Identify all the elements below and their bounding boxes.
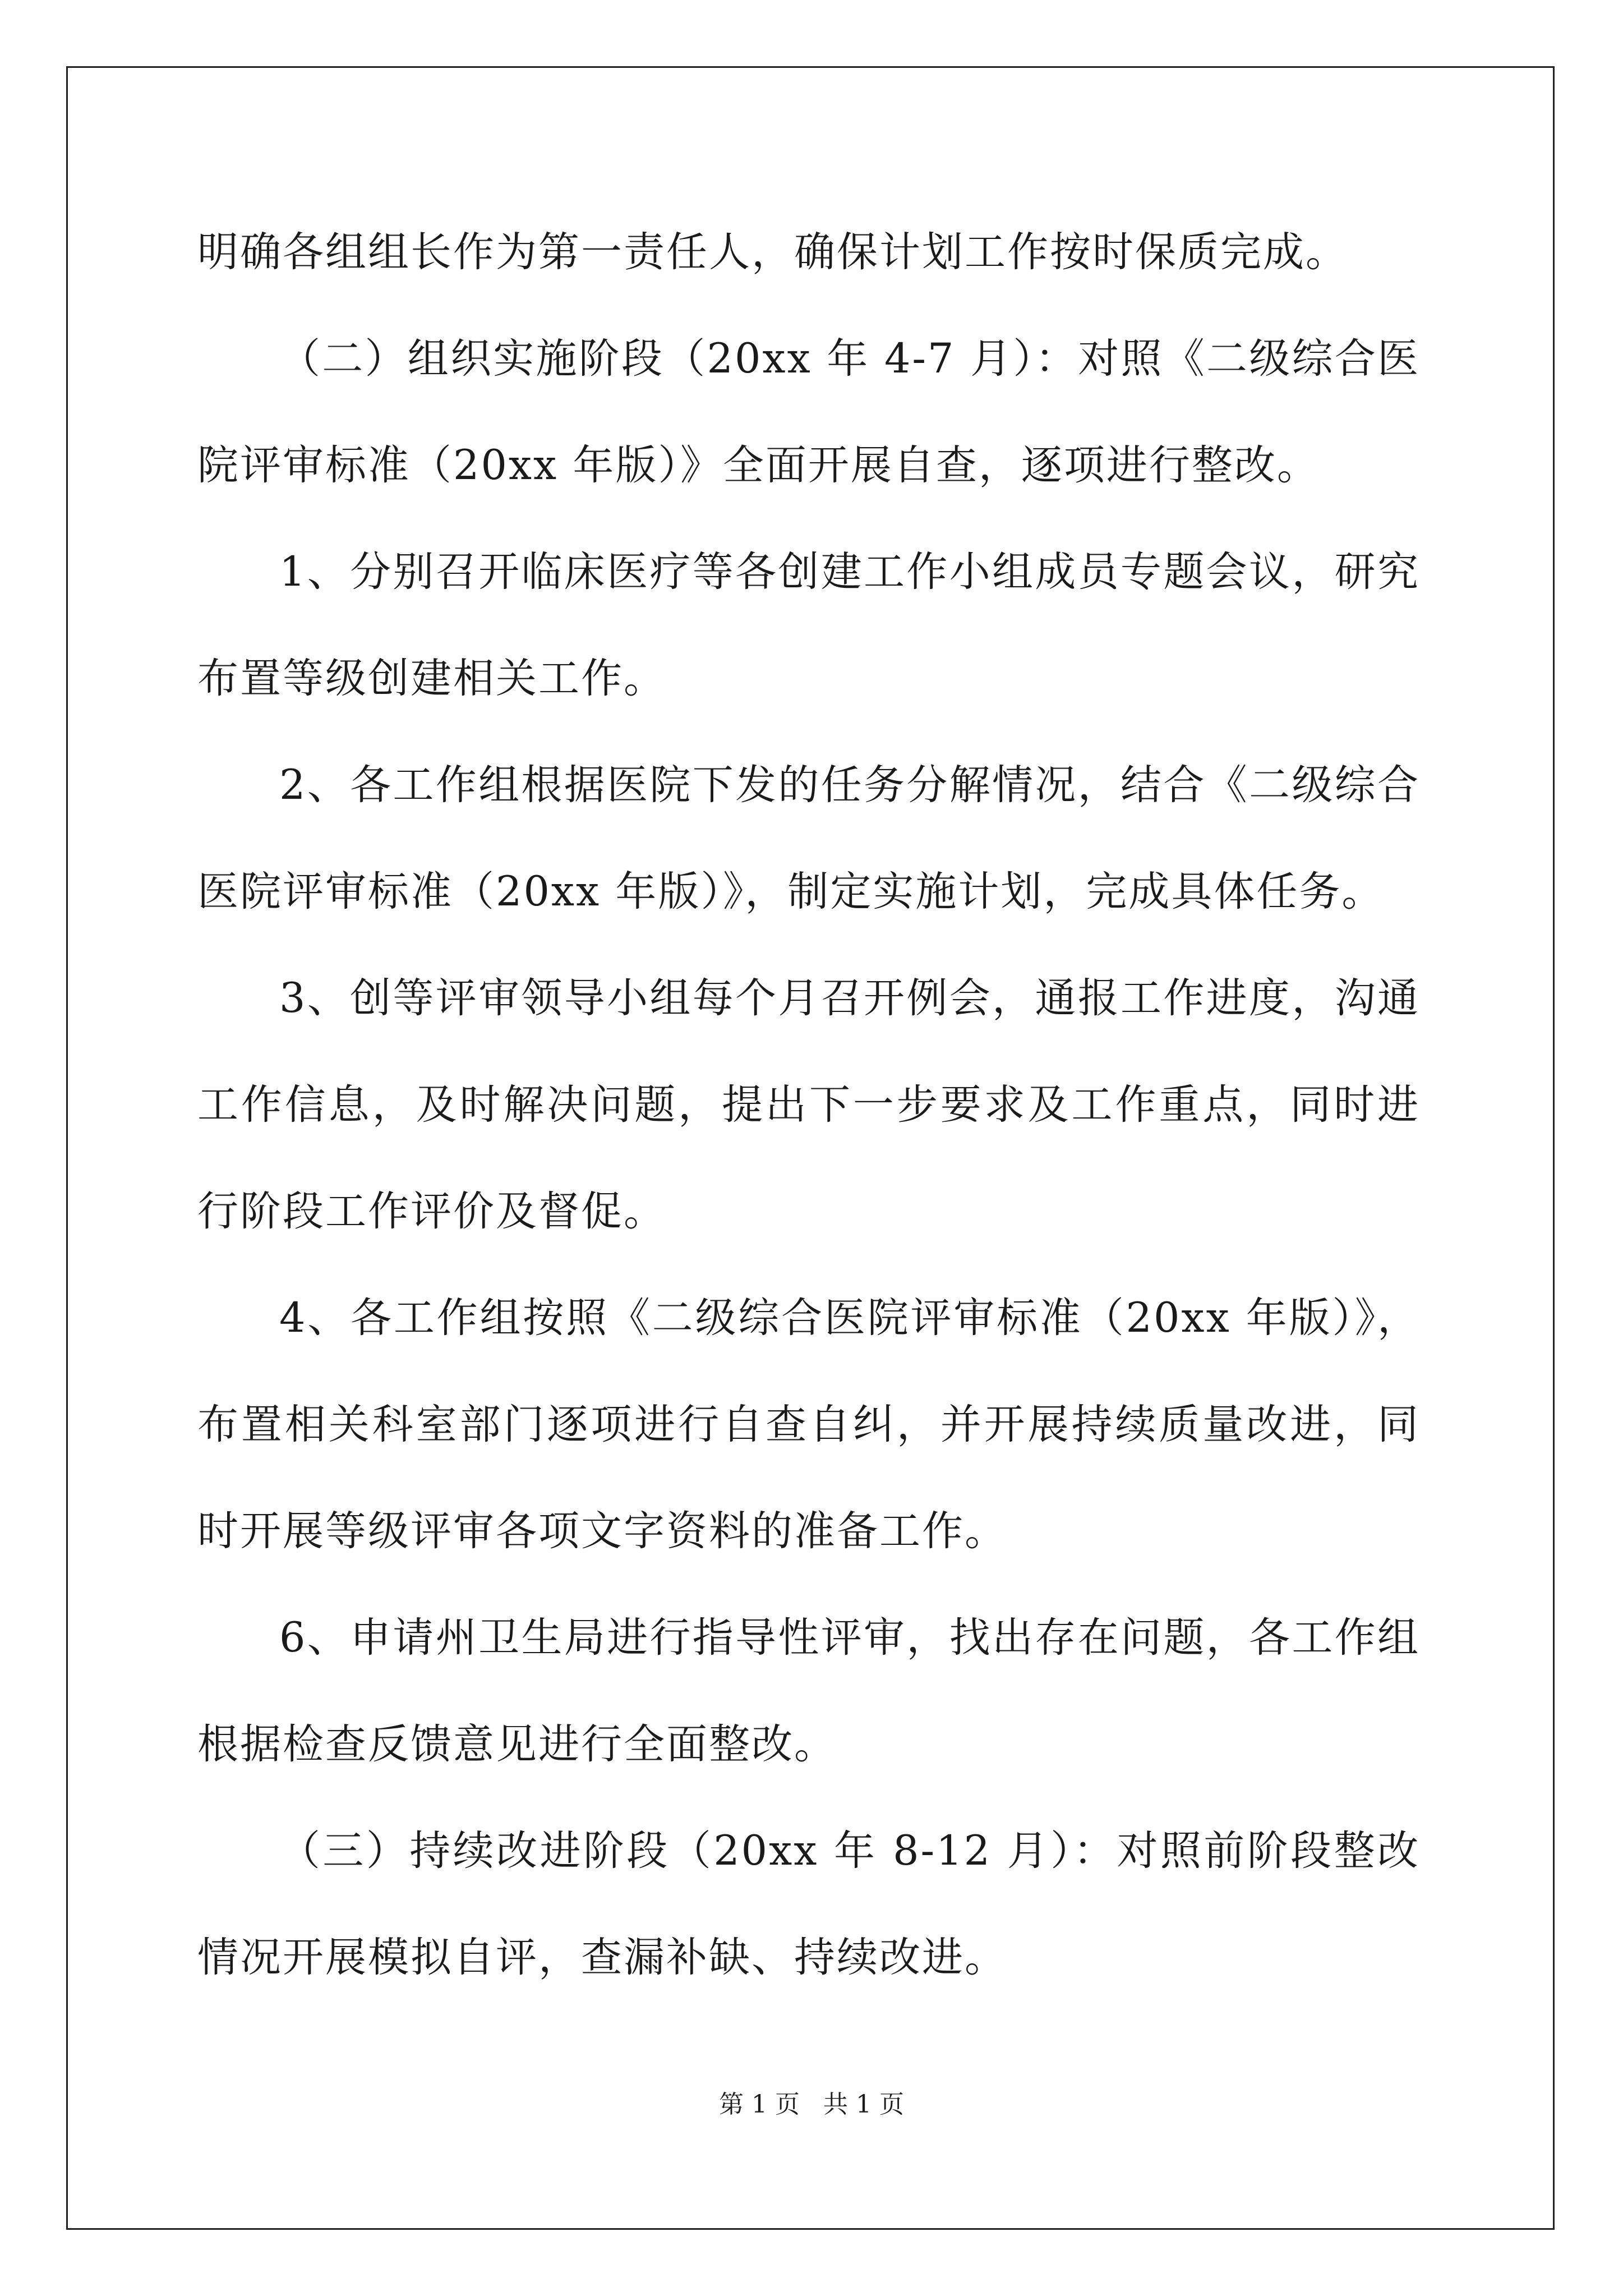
paragraph-2: （二）组织实施阶段（20xx 年 4-7 月）：对照《二级综合医院评审标准（20xx 年版）》全面开展自查，逐项进行整改。 xyxy=(197,335,1420,489)
paragraph-7: 6、申请州卫生局进行指导性评审，找出存在问题，各工作组根据检查反馈意见进行全面整改。 xyxy=(197,1614,1420,1768)
paragraph-1: 明确各组组长作为第一责任人，确保计划工作按时保质完成。 xyxy=(197,228,1348,276)
page-footer xyxy=(0,2084,1623,2120)
page-number: 第 1 页 xyxy=(719,2090,800,2119)
paragraph-6: 4、各工作组按照《二级综合医院评审标准（20xx 年版）》，布置相关科室部门逐项进行自查自纠，并开展持续质量改进，同时开展等级评审各项文字资料的准备工作。 xyxy=(197,1294,1420,1555)
page-total: 共 1 页 xyxy=(823,2090,904,2119)
paragraph-3: 1、分别召开临床医疗等各创建工作小组成员专题会议，研究布置等级创建相关工作。 xyxy=(197,548,1420,702)
paragraph-4: 2、各工作组根据医院下发的任务分解情况，结合《二级综合医院评审标准（20xx 年版）》，制定实施计划，完成具体任务。 xyxy=(197,761,1420,915)
paragraph-5: 3、创等评审领导小组每个月召开例会，通报工作进度，沟通工作信息，及时解决问题，提出下一步要求及工作重点，同时进行阶段工作评价及督促。 xyxy=(197,974,1420,1235)
document-body xyxy=(197,199,1420,2011)
paragraph-8: （三）持续改进阶段（20xx 年 8-12 月）：对照前阶段整改情况开展模拟自评，查漏补缺、持续改进。 xyxy=(197,1827,1420,1981)
